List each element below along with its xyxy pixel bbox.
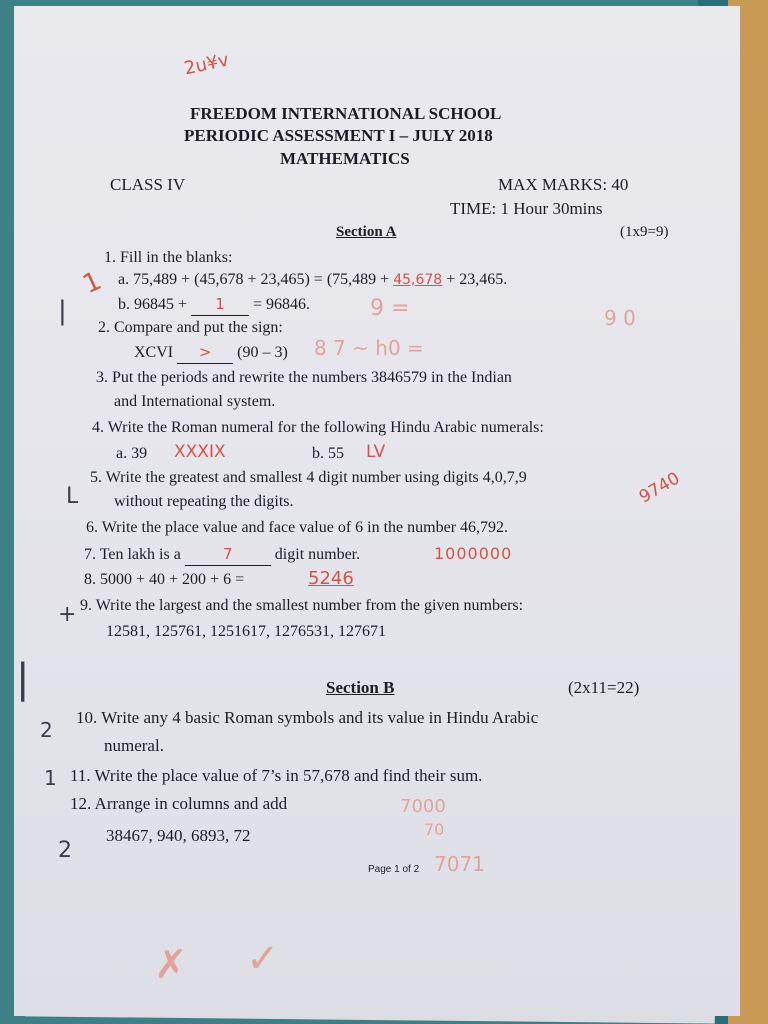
margin-bracket: | [58, 296, 67, 326]
handwritten-top-note: 2u¥v [182, 49, 231, 80]
exam-paper [14, 6, 740, 1016]
question-3-line1: 3. Put the periods and rewrite the numbers 3846579 in the Indian [96, 369, 512, 386]
question-9: 9. Write the largest and the smallest number from the given numbers: [80, 597, 524, 614]
section-b-marks: (2x11=22) [568, 678, 640, 697]
question-1: 1. Fill in the blanks: [104, 249, 233, 266]
answer-5-side: 9740 [635, 468, 684, 508]
work-12b: 70 [424, 820, 445, 839]
page-number: Page 1 of 2 [368, 864, 420, 875]
school-name: FREEDOM INTERNATIONAL SCHOOL [190, 104, 502, 123]
blank-2 [177, 342, 233, 364]
subject-title: MATHEMATICS [280, 149, 410, 168]
question-2-right: (90 – 3) [237, 344, 288, 361]
question-10-line2: numeral. [104, 736, 164, 755]
answer-8: 5246 [308, 568, 354, 589]
answer-4a: XXXIX [174, 442, 226, 462]
assessment-title: PERIODIC ASSESSMENT I – JULY 2018 [184, 126, 493, 145]
question-1b [118, 294, 310, 316]
question-11: 11. Write the place value of 7’s in 57,678 and find their sum. [70, 766, 483, 785]
mark-q11: 1 [44, 766, 57, 790]
section-b-title: Section B [326, 678, 395, 697]
question-7-right: digit number. [274, 546, 361, 563]
scribble-margin: 9 0 [604, 306, 636, 330]
question-5-line1: 5. Write the greatest and smallest 4 digit number using digits 4,0,7,9 [90, 469, 527, 486]
question-1a-left: a. 75,489 + (45,678 + 23,465) = (75,489 + [118, 271, 390, 288]
answer-1b: 1 [215, 295, 225, 313]
answer-4b: LV [366, 442, 386, 462]
question-12: 12. Arrange in columns and add [70, 794, 288, 813]
answer-1a: 45,678 [393, 272, 443, 288]
section-a-marks: (1x9=9) [620, 224, 669, 240]
section-a-title: Section A [336, 224, 397, 240]
question-2: 2. Compare and put the sign: [98, 319, 283, 336]
max-marks: MAX MARKS: 40 [498, 175, 629, 194]
mark-q5: L [66, 484, 79, 509]
cross-mark: ✗ [154, 942, 188, 988]
question-4: 4. Write the Roman numeral for the following Hindu Arabic numerals: [92, 419, 544, 436]
question-6: 6. Write the place value and face value of 6 in the number 46,792. [86, 519, 509, 536]
question-2-left: XCVI [134, 344, 174, 361]
answer-7: 7 [223, 545, 233, 563]
question-12-numbers: 38467, 940, 6893, 72 [106, 826, 251, 845]
question-10-line1: 10. Write any 4 basic Roman symbols and its value in Hindu Arabic [76, 708, 539, 727]
question-1a [118, 270, 507, 290]
class-label: CLASS IV [110, 175, 186, 194]
mark-q1a: 1 [78, 265, 107, 301]
question-9-numbers: 12581, 125761, 1251617, 1276531, 127671 [106, 623, 386, 640]
blank-7 [185, 544, 271, 566]
answer-7-side: 1000000 [434, 544, 513, 563]
question-2-compare [134, 342, 288, 364]
blank-1b [191, 294, 249, 316]
question-5-line2: without repeating the digits. [114, 493, 294, 510]
question-8: 8. 5000 + 40 + 200 + 6 = [84, 571, 245, 588]
question-1b-left: b. 96845 + [118, 296, 188, 313]
work-12a: 7000 [400, 796, 446, 817]
question-7-left: 7. Ten lakh is a [84, 546, 181, 563]
question-4b: b. 55 [312, 445, 344, 462]
work-12c: 7071 [434, 852, 485, 876]
tick-mark: ✓ [246, 936, 280, 982]
scribble-q1b: 9 = [370, 296, 410, 321]
question-3-line2: and International system. [114, 393, 276, 410]
question-1a-right: + 23,465. [446, 271, 508, 288]
margin-line: | [16, 656, 30, 702]
mark-q10: 2 [40, 718, 53, 742]
question-1b-right: = 96846. [253, 296, 311, 313]
mark-q12: 2 [58, 838, 72, 863]
time-allowed: TIME: 1 Hour 30mins [450, 199, 603, 218]
question-4a: a. 39 [116, 445, 148, 462]
scribble-q2: 8 7 ~ h0 = [314, 336, 424, 360]
mark-q9: + [58, 602, 77, 627]
answer-2-sign: > [198, 343, 212, 361]
question-7 [84, 544, 360, 566]
